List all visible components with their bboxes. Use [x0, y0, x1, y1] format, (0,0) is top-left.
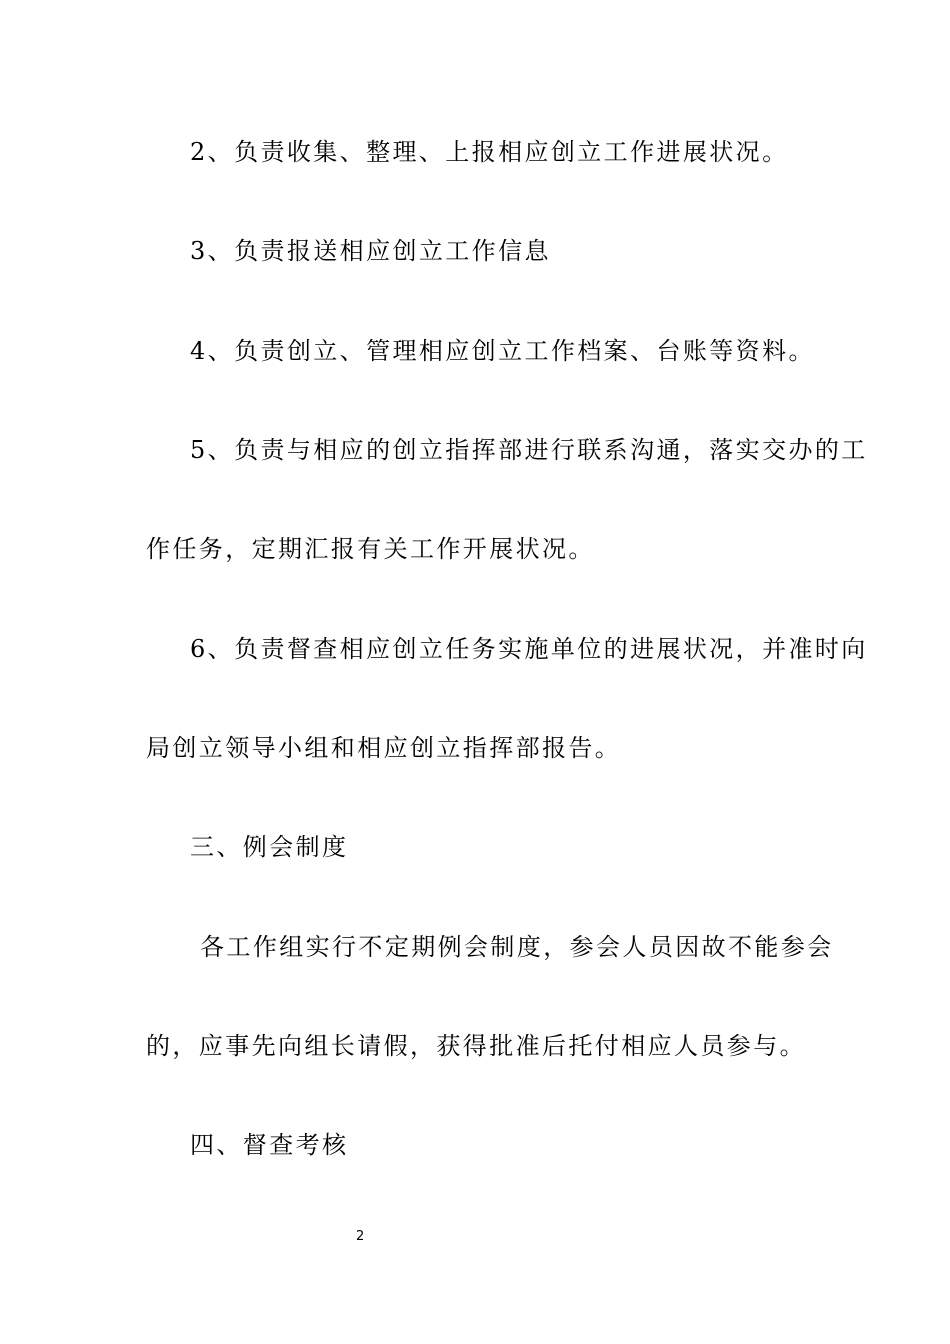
section-heading-supervision: 四、督查考核	[190, 1131, 349, 1159]
paragraph-meetings-line-2: 的，应事先向组长请假，获得批准后托付相应人员参与。	[146, 1032, 806, 1060]
paragraph-item-4: 4、负责创立、管理相应创立工作档案、台账等资料。	[190, 337, 815, 365]
paragraph-meetings-line-1: 各工作组实行不定期例会制度，参会人员因故不能参会	[190, 933, 834, 961]
paragraph-item-6-line-1: 6、负责督查相应创立任务实施单位的进展状况，并准时向	[190, 635, 868, 663]
section-heading-meetings: 三、例会制度	[190, 833, 349, 861]
paragraph-item-3: 3、负责报送相应创立工作信息	[190, 237, 551, 265]
paragraph-item-6-line-2: 局创立领导小组和相应创立指挥部报告。	[146, 734, 622, 762]
paragraph-item-2: 2、负责收集、整理、上报相应创立工作进展状况。	[190, 138, 789, 166]
paragraph-item-5-line-1: 5、负责与相应的创立指挥部进行联系沟通，落实交办的工	[190, 436, 868, 464]
paragraph-item-5-line-2: 作任务，定期汇报有关工作开展状况。	[146, 535, 595, 563]
page-number: 2	[356, 1229, 365, 1244]
